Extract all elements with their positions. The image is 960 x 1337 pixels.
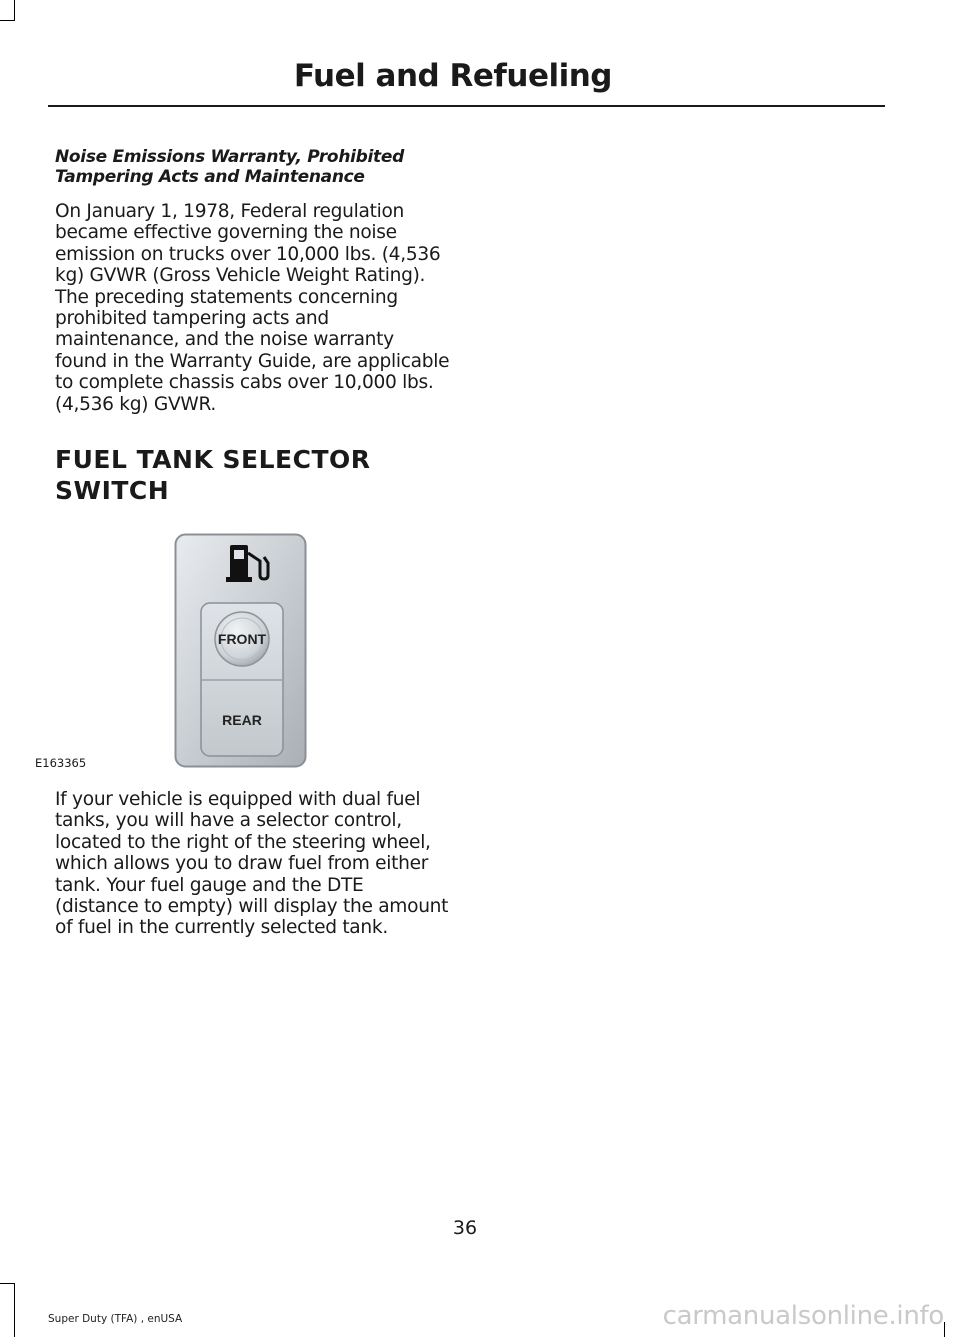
crop-mark-top-left-v <box>14 0 15 20</box>
crop-mark-top-left-h <box>0 20 15 21</box>
header-divider <box>48 105 885 107</box>
section-heading-line1: FUEL TANK SELECTOR <box>55 445 371 474</box>
paragraph-noise-warranty: On January 1, 1978, Federal regulation became effective governing the noise emission on trucks over 10,000 lbs. (4,536 kg) GVWR (Gross Vehicle Weight Rating). The preceding statements concerning prohibited tampering acts and maintenance, and the noise warranty found in the Warranty Guide, are applicable to complete chassis cabs over 10,000 lbs. (4,536 kg) GVWR. <box>55 201 450 415</box>
fuel-tank-selector-switch-figure <box>174 533 307 768</box>
watermark: carmanualsonline.info <box>662 1301 944 1331</box>
paragraph-selector-switch: If your vehicle is equipped with dual fuel tanks, you will have a selector control, located to the right of the steering wheel, which allows you to draw fuel from either tank. Your fuel gauge and the DTE (distance to empty) will display the amount of fuel in the currently selected tank. <box>55 789 449 939</box>
subheading: Noise Emissions Warranty, Prohibited Tampering Acts and Maintenance <box>55 147 404 187</box>
figure-id-label: E163365 <box>35 756 87 770</box>
crop-mark-bottom-right-v <box>944 1322 945 1337</box>
rear-label: REAR <box>222 712 262 728</box>
page-header-title: Fuel and Refueling <box>293 58 612 94</box>
front-label: FRONT <box>217 631 267 647</box>
crop-mark-bottom-left-h <box>0 1283 15 1284</box>
section-heading <box>55 444 450 506</box>
crop-mark-bottom-left-v <box>14 1283 15 1337</box>
page-number: 36 <box>452 1217 478 1239</box>
section-heading-line2: SWITCH <box>55 476 170 505</box>
footer-text: Super Duty (TFA) , enUSA <box>48 1313 183 1325</box>
